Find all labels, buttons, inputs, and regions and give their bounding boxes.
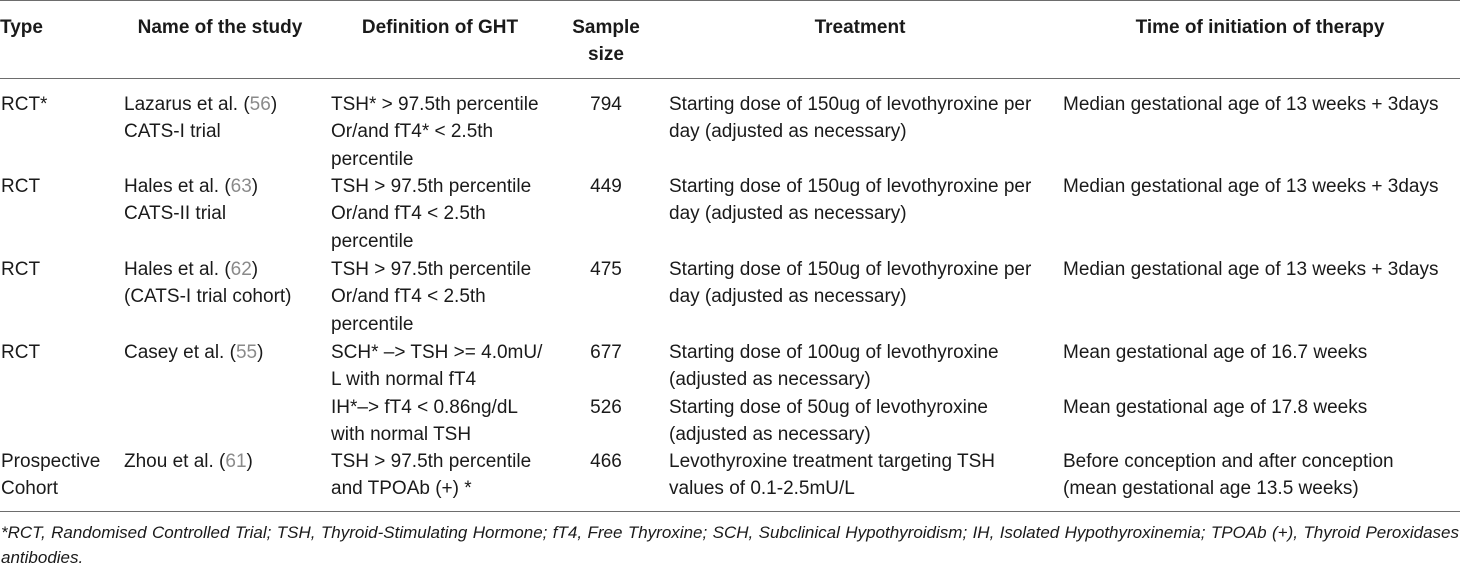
cell-study	[124, 339, 263, 366]
cell-treatment: Starting dose of 50ug of levothyroxine (adjusted as necessary)	[669, 397, 988, 446]
cell-definition: TSH > 97.5th percentile and TPOAb (+) *	[331, 451, 532, 500]
cell-sample-size: 794	[590, 94, 622, 115]
cell-study	[124, 91, 277, 146]
cell-type: RCT	[1, 342, 41, 363]
header-time-of-initiation: Time of initiation of therapy	[1135, 17, 1385, 38]
cell-type: RCT	[1, 259, 41, 280]
study-author: Zhou et al. (	[124, 451, 226, 472]
cell-treatment: Starting dose of 150ug of levothyroxine per day (adjusted as necessary)	[669, 94, 1032, 143]
table-footnote: *RCT, Randomised Controlled Trial; TSH, Thyroid-Stimulating Hormone; fT4, Free Thyroxine; SCH, Subclinical Hypothyroidism; IH, Isolated Hypothyroxinemia; TPOAb (+), Thyroid Peroxidases antibodies.	[1, 523, 1459, 567]
cell-type: RCT*	[1, 94, 48, 115]
cell-sample-size: 677	[590, 342, 622, 363]
reference-link[interactable]: 61	[225, 451, 247, 472]
cell-sample-size: 526	[590, 397, 622, 418]
cell-definition: IH*–> fT4 < 0.86ng/dL with normal TSH	[331, 397, 518, 446]
header-definition: Definition of GHT	[361, 17, 519, 38]
study-suffix: )	[257, 342, 264, 363]
study-suffix: ) (CATS-I trial cohort)	[124, 259, 292, 308]
header-treatment: Treatment	[814, 17, 906, 38]
table-bottom-rule	[0, 511, 1460, 512]
study-author: Lazarus et al. (	[124, 94, 250, 115]
cell-time: Median gestational age of 13 weeks + 3days	[1063, 176, 1439, 197]
cell-type: RCT	[1, 176, 41, 197]
study-author: Hales et al. (	[124, 259, 231, 280]
study-author: Casey et al. (	[124, 342, 236, 363]
cell-type: Prospective Cohort	[1, 451, 101, 500]
cell-treatment: Starting dose of 100ug of levothyroxine (adjusted as necessary)	[669, 342, 999, 391]
cell-time: Median gestational age of 13 weeks + 3days	[1063, 94, 1439, 115]
table-top-rule	[0, 0, 1460, 1]
cell-sample-size: 449	[590, 176, 622, 197]
header-type: Type	[0, 17, 43, 38]
study-suffix: ) CATS-II trial	[124, 176, 259, 225]
cell-definition: TSH > 97.5th percentile Or/and fT4 < 2.5th percentile	[331, 176, 532, 252]
cell-time: Median gestational age of 13 weeks + 3days	[1063, 259, 1439, 280]
header-bottom-rule	[0, 78, 1460, 79]
reference-link[interactable]: 62	[230, 259, 252, 280]
cell-definition: TSH* > 97.5th percentile Or/and fT4* < 2.5th percentile	[331, 94, 539, 170]
cell-time: Before conception and after conception (mean gestational age 13.5 weeks)	[1063, 451, 1394, 500]
cell-treatment: Starting dose of 150ug of levothyroxine per day (adjusted as necessary)	[669, 176, 1032, 225]
reference-link[interactable]: 55	[235, 342, 258, 363]
study-suffix: ) CATS-I trial	[124, 94, 278, 143]
cell-sample-size: 475	[590, 259, 622, 280]
reference-link[interactable]: 56	[249, 94, 271, 115]
reference-link[interactable]: 63	[230, 176, 252, 197]
cell-study	[124, 448, 253, 475]
cell-study	[124, 256, 292, 311]
cell-treatment: Levothyroxine treatment targeting TSH values of 0.1-2.5mU/L	[669, 451, 995, 500]
cell-time: Mean gestational age of 17.8 weeks	[1063, 397, 1368, 418]
header-sample-size: Sample size	[572, 17, 640, 66]
study-author: Hales et al. (	[124, 176, 231, 197]
cell-definition: SCH* –> TSH >= 4.0mU/ L with normal fT4	[331, 342, 543, 391]
study-suffix: )	[246, 451, 253, 472]
cell-definition: TSH > 97.5th percentile Or/and fT4 < 2.5th percentile	[331, 259, 532, 335]
cell-treatment: Starting dose of 150ug of levothyroxine per day (adjusted as necessary)	[669, 259, 1032, 308]
cell-sample-size: 466	[590, 451, 622, 472]
cell-study	[124, 173, 258, 228]
header-study: Name of the study	[137, 17, 303, 38]
cell-time: Mean gestational age of 16.7 weeks	[1063, 342, 1368, 363]
